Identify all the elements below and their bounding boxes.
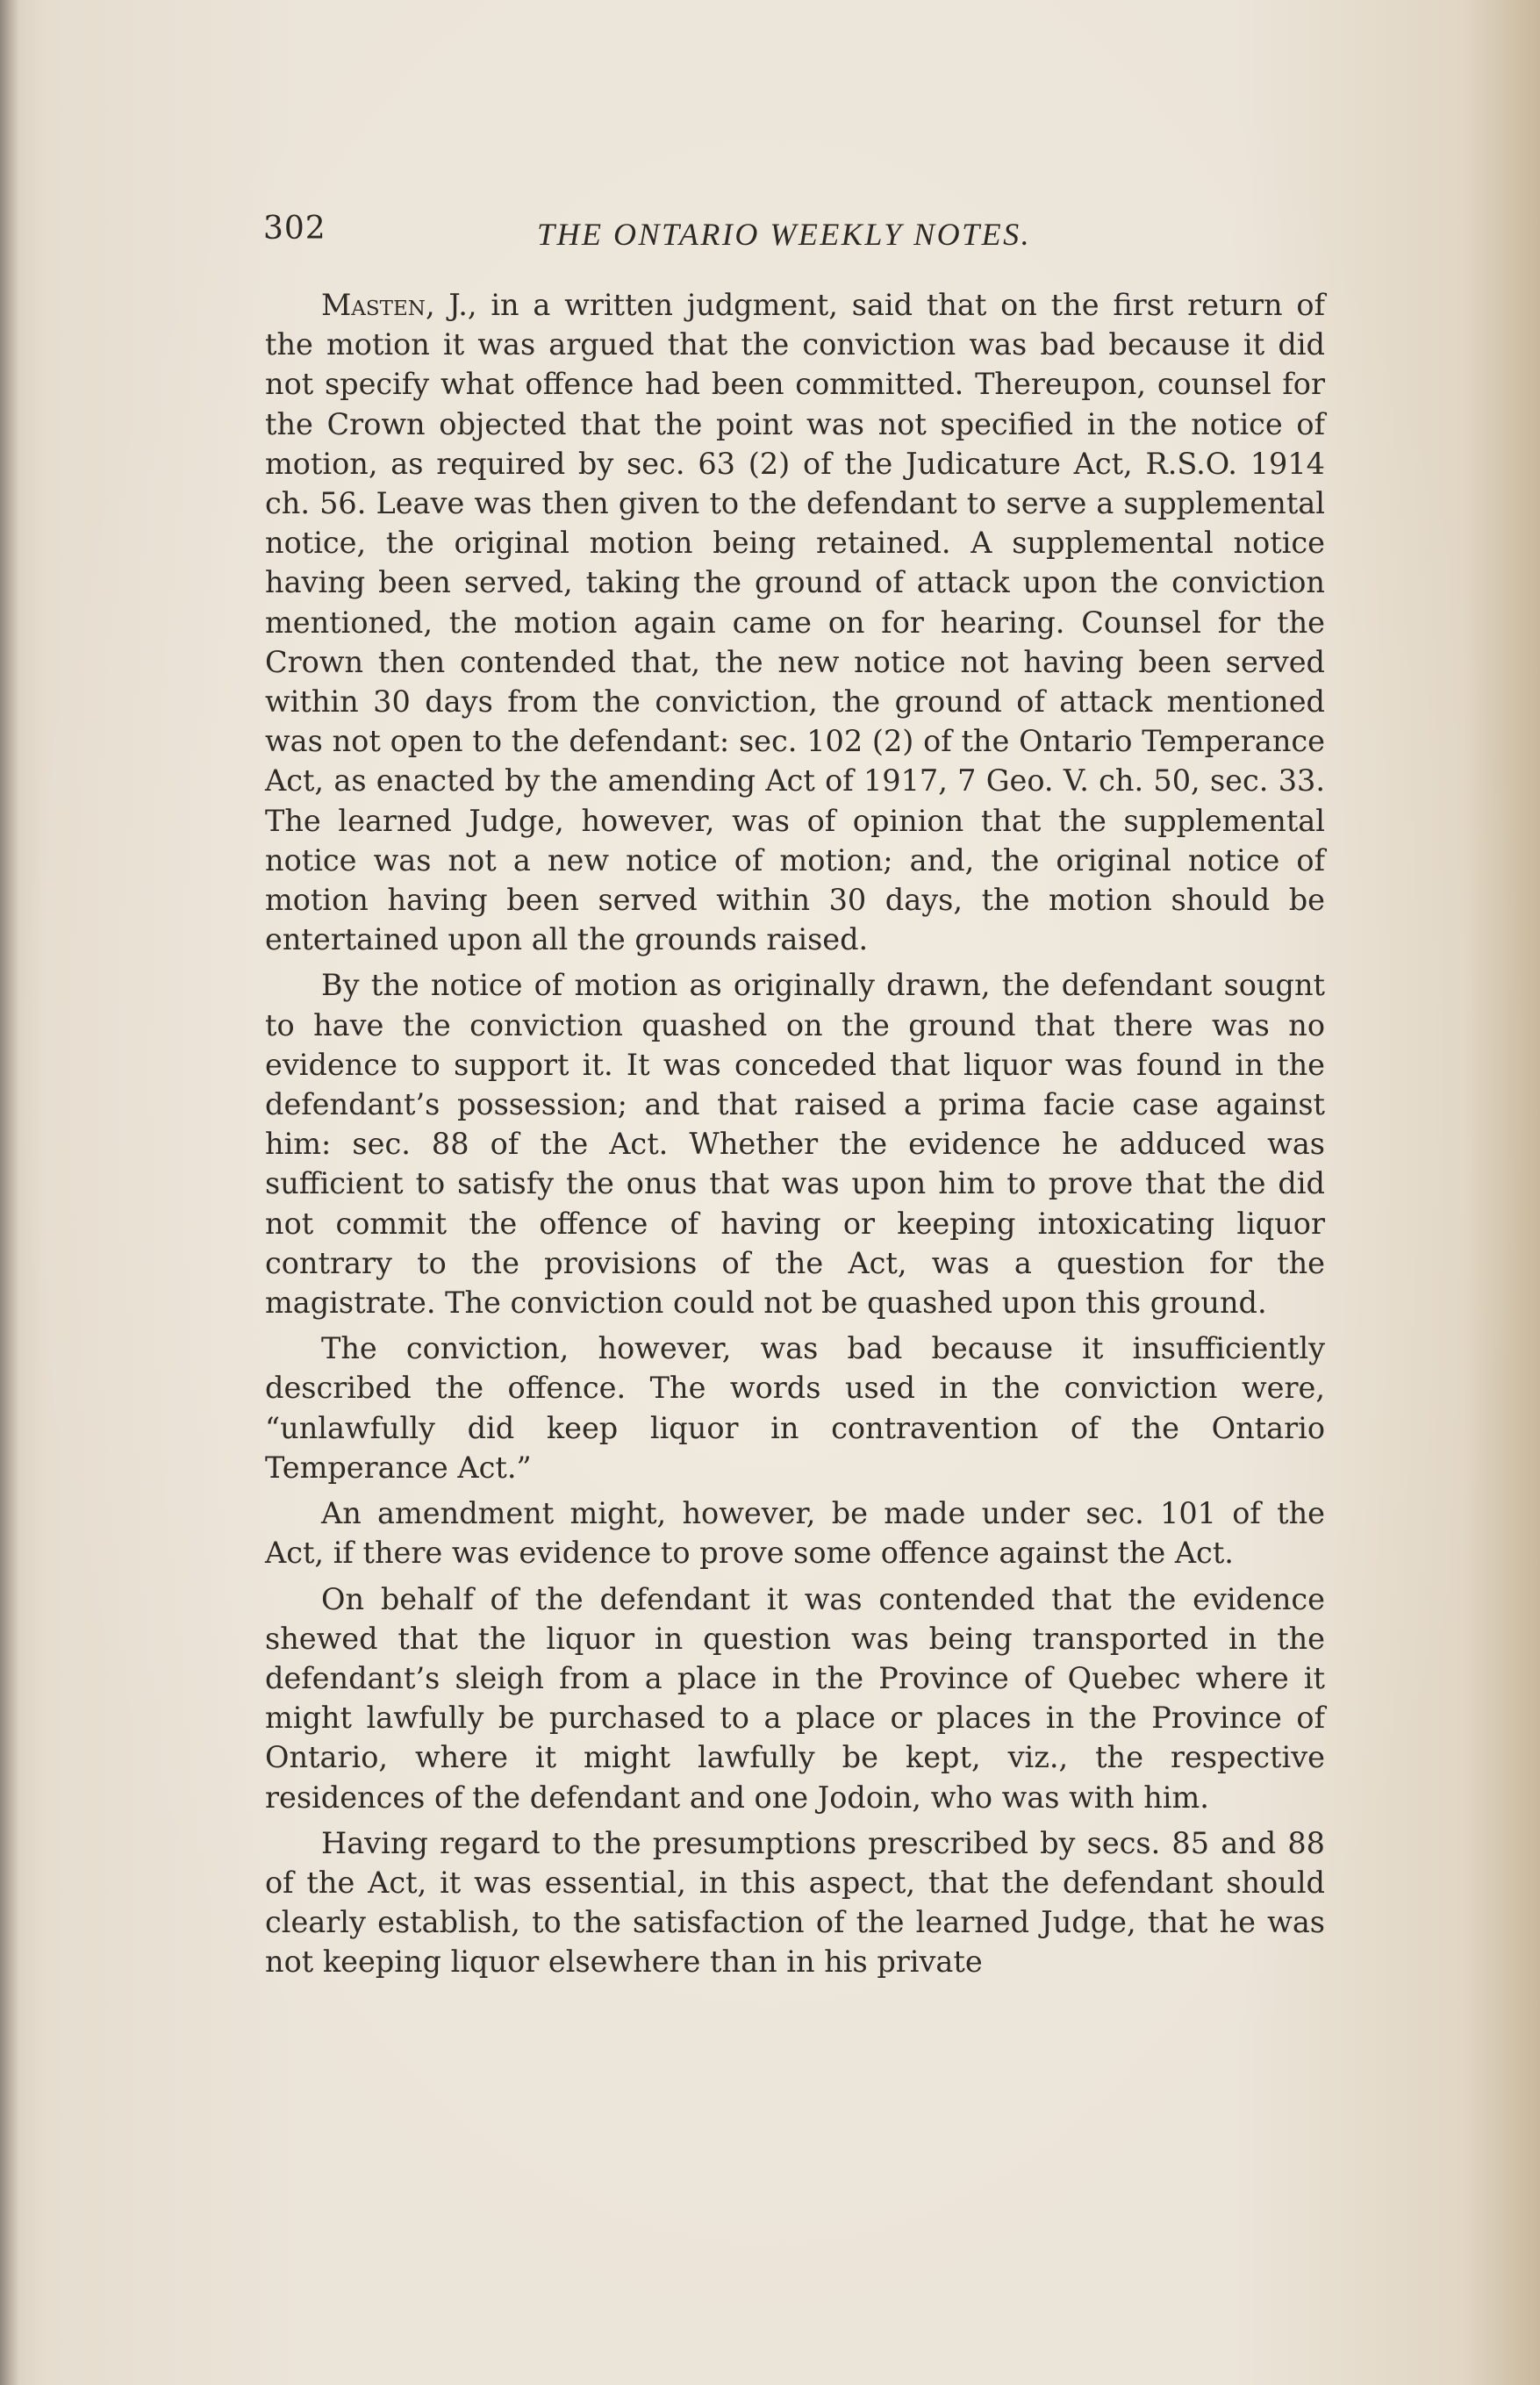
paragraph-text: Having regard to the presumptions prescribed by secs. 85 and 88 of the Act, it was essential, in this aspect, that the defendant should clearly establish, to the satisfaction of the learned Judge, that he was not keeping liquor elsewhere than in his private	[265, 1825, 1325, 1980]
paragraph-text: The conviction, however, was bad because it insufficiently described the offence. The words used in the conviction were, “unlawfully did keep liquor in contravention of the Ontario Temperance Act.”	[265, 1331, 1325, 1485]
paragraph-text: , J., in a written judgment, said that on the first return of the motion it was argued that the conviction was bad because it did not specify what offence had been committed. Thereupon, counsel for the Crown objected that the point was not specified in the notice of motion, as required by sec. 63 (2) of the Judicature Act, R.S.O. 1914 ch. 56. Leave was then given to the defendant to serve a supplemental notice, the original motion being retained. A supplemental notice having been served, taking the ground of attack upon the conviction mentioned, the motion again came on for hearing. Counsel for the Crown then contended that, the new notice not having been served within 30 days from the conviction, the ground of attack mentioned was not open to the defendant: sec. 102 (2) of the Ontario Temperance Act, as enacted by the amending Act of 1917, 7 Geo. V. ch. 50, sec. 33. The learned Judge, however, was of opinion that the supplemental notice was not a new notice of motion; and, the original notice of motion having been served within 30 days, the motion should be entertained upon all the grounds raised.	[265, 288, 1325, 957]
paragraph-text: An amendment might, however, be made under sec. 101 of the Act, if there was evidence to prove some offence against the Act.	[265, 1496, 1325, 1571]
paragraph-text: By the notice of motion as originally drawn, the defendant sougnt to have the conviction quashed on the ground that there was no evidence to support it. It was conceded that liquor was found in the defendant’s possession; and that raised a prima facie case against him: sec. 88 of the Act. Whether the evidence he adduced was sufficient to satisfy the onus that was upon him to prove that the did not commit the offence of having or keeping intoxicating liquor contrary to the provisions of the Act, was a question for the magistrate. The conviction could not be quashed upon this ground.	[265, 968, 1325, 1321]
paragraph	[265, 1823, 1325, 1982]
paragraph	[265, 1329, 1325, 1487]
page-binding-edge	[0, 0, 19, 2385]
paragraph	[265, 1579, 1325, 1817]
running-title: THE ONTARIO WEEKLY NOTES.	[537, 217, 1032, 252]
paragraph	[265, 965, 1325, 1322]
judgment-text	[265, 285, 1325, 1988]
judge-name: Masten	[321, 288, 426, 322]
paragraph-text: On behalf of the defendant it was contended that the evidence shewed that the liquor in question was being transported in the defendant’s sleigh from a place in the Province of Quebec where it might lawfully be purchased to a place or places in the Province of Ontario, where it might lawfully be kept, viz., the respective residences of the defendant and one Jodoin, who was with him.	[265, 1581, 1325, 1815]
page-header	[263, 211, 1316, 263]
page-number: 302	[263, 211, 326, 247]
paragraph	[265, 285, 1325, 959]
paragraph	[265, 1493, 1325, 1572]
